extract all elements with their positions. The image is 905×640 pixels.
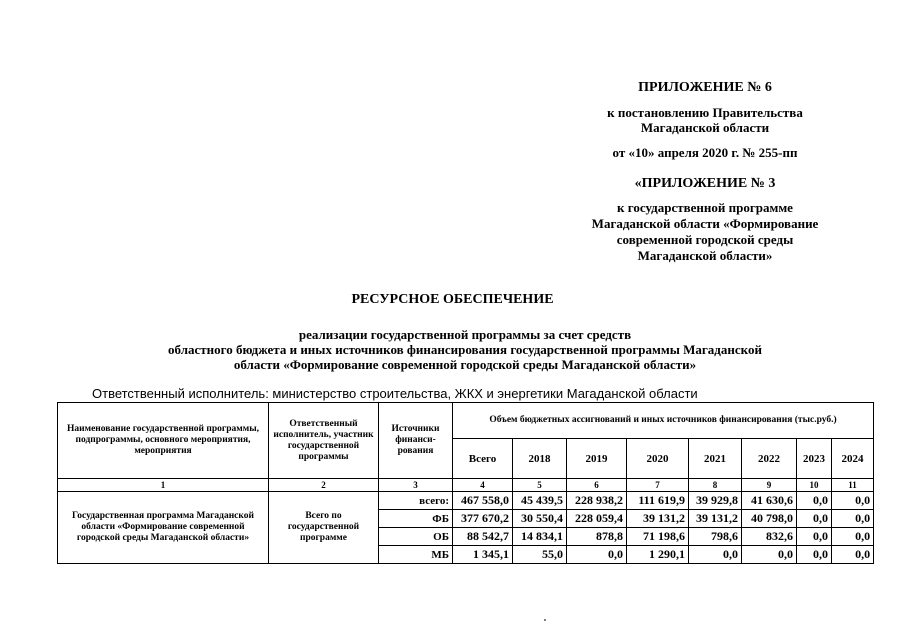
value-cell: 228 938,2 (567, 492, 627, 510)
table-row (58, 492, 874, 510)
column-index: 7 (627, 479, 689, 492)
source-cell: всего: (379, 492, 453, 510)
header-year: 2020 (627, 439, 689, 479)
program-name-cell: Государственная программа Магаданской области «Формирование современной городской среды Магаданской области» (58, 492, 269, 564)
value-cell: 45 439,5 (513, 492, 567, 510)
responsible-cell: Всего по государственной программе (269, 492, 379, 564)
value-cell: 467 558,0 (453, 492, 513, 510)
column-index: 10 (797, 479, 832, 492)
value-cell: 14 834,1 (513, 528, 567, 546)
appendix-number: ПРИЛОЖЕНИЕ № 6 (638, 80, 772, 95)
value-cell: 71 198,6 (627, 528, 689, 546)
program-line: Магаданской области» (637, 248, 773, 263)
header-total: Всего (453, 439, 513, 479)
value-cell: 0,0 (742, 546, 797, 564)
value-cell: 39 929,8 (689, 492, 742, 510)
header-year: 2022 (742, 439, 797, 479)
decree-line: Магаданской области (640, 120, 770, 135)
value-cell: 0,0 (832, 492, 874, 510)
value-cell: 377 670,2 (453, 510, 513, 528)
value-cell: 30 550,4 (513, 510, 567, 528)
value-cell: 0,0 (797, 492, 832, 510)
source-cell: ФБ (379, 510, 453, 528)
column-index: 1 (58, 479, 269, 492)
column-index: 9 (742, 479, 797, 492)
source-cell: ОБ (379, 528, 453, 546)
subtitle-line: областного бюджета и иных источников финансирования государственной программы Магаданской (168, 342, 762, 357)
header-year: 2019 (567, 439, 627, 479)
value-cell: 0,0 (832, 510, 874, 528)
column-index: 3 (379, 479, 453, 492)
header-year: 2023 (797, 439, 832, 479)
value-cell: 0,0 (832, 528, 874, 546)
header-year: 2024 (832, 439, 874, 479)
value-cell: 878,8 (567, 528, 627, 546)
value-cell: 1 290,1 (627, 546, 689, 564)
table-index-row (58, 479, 874, 492)
value-cell: 0,0 (797, 510, 832, 528)
value-cell: 111 619,9 (627, 492, 689, 510)
value-cell: 0,0 (689, 546, 742, 564)
responsible-executor: Ответственный исполнитель: министерство строительства, ЖКХ и энергетики Магаданской области (92, 386, 698, 401)
value-cell: 0,0 (832, 546, 874, 564)
value-cell: 41 630,6 (742, 492, 797, 510)
header-sources: Источники финанси-рования (379, 403, 453, 479)
decree-reference (540, 105, 870, 135)
original-appendix-number: «ПРИЛОЖЕНИЕ № 3 (634, 176, 776, 191)
subtitle-line: области «Формирование современной городской среды Магаданской области» (233, 357, 697, 372)
decree-line: к постановлению Правительства (607, 105, 803, 120)
value-cell: 39 131,2 (627, 510, 689, 528)
column-index: 8 (689, 479, 742, 492)
value-cell: 0,0 (797, 546, 832, 564)
column-index: 6 (567, 479, 627, 492)
document-subtitle (60, 327, 870, 372)
column-index: 4 (453, 479, 513, 492)
document-title: РЕСУРСНОЕ ОБЕСПЕЧЕНИЕ (351, 292, 554, 307)
value-cell: 228 059,4 (567, 510, 627, 528)
program-line: к государственной программе (617, 200, 793, 215)
value-cell: 40 798,0 (742, 510, 797, 528)
column-index: 11 (832, 479, 874, 492)
source-cell: МБ (379, 546, 453, 564)
column-index: 2 (269, 479, 379, 492)
value-cell: 1 345,1 (453, 546, 513, 564)
value-cell: 55,0 (513, 546, 567, 564)
header-year: 2021 (689, 439, 742, 479)
header-volume: Объем бюджетных ассигнований и иных источников финансирования (тыс.руб.) (453, 403, 874, 439)
header-name: Наименование государственной программы, подпрограммы, основного мероприятия, мероприятия (58, 403, 269, 479)
value-cell: 39 131,2 (689, 510, 742, 528)
value-cell: 0,0 (567, 546, 627, 564)
program-line: современной городской среды (616, 232, 794, 247)
value-cell: 832,6 (742, 528, 797, 546)
value-cell: 798,6 (689, 528, 742, 546)
table-header-row (58, 403, 874, 439)
program-line: Магаданской области «Формирование (591, 216, 819, 231)
column-index: 5 (513, 479, 567, 492)
program-reference (540, 200, 870, 264)
resource-table (57, 402, 874, 564)
value-cell: 88 542,7 (453, 528, 513, 546)
value-cell: 0,0 (797, 528, 832, 546)
subtitle-line: реализации государственной программы за счет средств (298, 327, 632, 342)
decree-date: от «10» апреля 2020 г. № 255-пп (612, 145, 798, 160)
header-year: 2018 (513, 439, 567, 479)
header-responsible: Ответственный исполнитель, участник государственной программы (269, 403, 379, 479)
scan-speck (544, 619, 546, 621)
